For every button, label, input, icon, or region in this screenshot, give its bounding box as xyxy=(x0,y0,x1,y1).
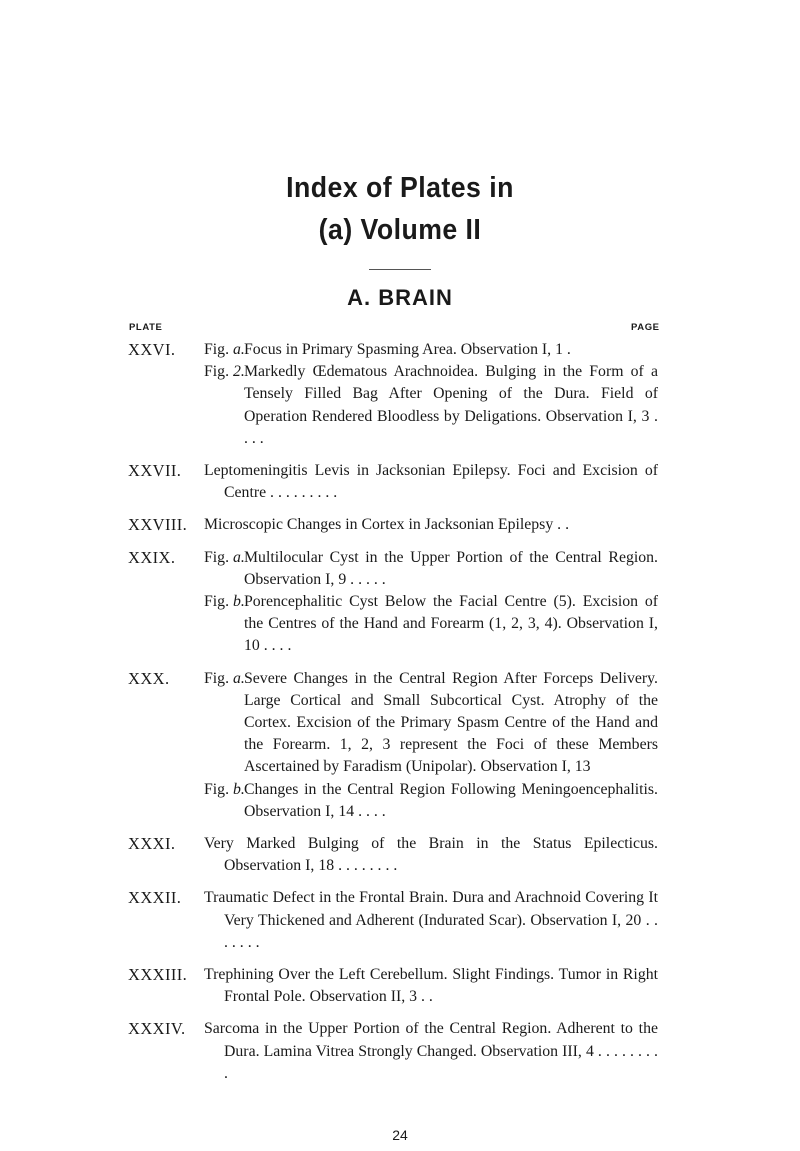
figure-description: Trephining Over the Left Cerebellum. Slight Findings. Tumor in Right Frontal Pole. Observation II, 3 . . xyxy=(204,966,658,1006)
figure-description-wrap xyxy=(204,833,658,877)
figure-entry xyxy=(204,460,658,504)
figure-description-wrap xyxy=(204,339,658,361)
figure-description-wrap xyxy=(204,591,658,658)
figure-description: Changes in the Central Region Following Meningoencephalitis. Observation I, 14 . . . . xyxy=(244,780,658,820)
index-title: Index of Plates in xyxy=(286,172,514,204)
figure-label xyxy=(204,339,245,361)
figure-description: Very Marked Bulging of the Brain in the Status Epilecticus. Observation I, 18 . . . . . . . . xyxy=(204,835,658,875)
figure-description-wrap xyxy=(204,964,658,1008)
figure-entry xyxy=(204,514,658,536)
page-number: 24 xyxy=(392,1127,408,1143)
figure-letter: 2. xyxy=(232,363,245,381)
volume-subtitle: (a) Volume II xyxy=(318,214,482,246)
plate-entry xyxy=(0,339,800,450)
plate-entry xyxy=(0,460,800,504)
figure-letter: a. xyxy=(232,548,245,566)
figure-description: Leptomeningitis Levis in Jacksonian Epilepsy. Foci and Excision of Centre . . . . . . . . . xyxy=(204,462,658,502)
plate-entry xyxy=(0,547,800,658)
figure-description-wrap xyxy=(204,668,658,779)
figure-description: Sarcoma in the Upper Portion of the Central Region. Adherent to the Dura. Lamina Vitrea Strongly Changed. Observation III, 4 . . . . . . . . . xyxy=(204,1020,658,1082)
figure-letter: b. xyxy=(232,593,245,611)
figure-label xyxy=(204,779,245,801)
figure-label xyxy=(204,591,245,613)
figure-entry xyxy=(204,591,658,658)
figure-description-wrap xyxy=(204,887,658,954)
plate-entry xyxy=(0,1018,800,1085)
figure-label xyxy=(204,361,245,383)
figure-description: Multilocular Cyst in the Upper Portion of the Central Region. Observation I, 9 . . . . . xyxy=(244,548,658,588)
plate-number: XXXI. xyxy=(128,834,176,854)
plate-number: XXXIII. xyxy=(128,965,188,985)
section-heading: A. BRAIN xyxy=(347,285,453,310)
figure-description: Focus in Primary Spasming Area. Observation I, 1 . xyxy=(244,341,571,358)
figure-description: Markedly Œdematous Arachnoidea. Bulging in the Form of a Tensely Filled Bag After Opening of the Dura. Field of Operation Rendered Bloodless by Deligations. Observation I, 3 . . . . xyxy=(244,363,658,447)
figure-entry xyxy=(204,668,658,779)
figure-prefix: Fig. xyxy=(204,669,230,687)
figure-entry xyxy=(204,361,658,450)
figure-prefix: Fig. xyxy=(204,363,230,381)
plate-entry xyxy=(0,964,800,1008)
figure-entry xyxy=(204,887,658,954)
plate-number: XXVII. xyxy=(128,461,182,481)
figure-description: Porencephalitic Cyst Below the Facial Centre (5). Excision of the Centres of the Hand and Forearm (1, 2, 3, 4). Observation I, 10 . . . . xyxy=(244,593,658,655)
figure-description-wrap xyxy=(204,361,658,450)
figure-prefix: Fig. xyxy=(204,548,230,566)
plate-column-header: PLATE xyxy=(129,322,163,333)
figure-prefix: Fig. xyxy=(204,341,230,358)
figure-description-wrap xyxy=(204,514,658,536)
page-column-header: PAGE xyxy=(631,322,660,333)
figure-entry xyxy=(204,547,658,591)
figure-description: Severe Changes in the Central Region After Forceps Delivery. Large Cortical and Small Subcortical Cyst. Atrophy of the Cortex. Excision of the Primary Spasm Centre of the Hand and the Forearm. 1, 2, 3 represent the Foci of these Members Ascertained by Faradism (Unipolar). Observation I, 13 xyxy=(244,669,658,776)
figure-description-wrap xyxy=(204,547,658,591)
title-divider xyxy=(369,269,431,270)
plate-entry xyxy=(0,514,800,536)
figure-entry xyxy=(204,339,658,361)
figure-prefix: Fig. xyxy=(204,780,230,798)
plate-number: XXIX. xyxy=(128,547,176,567)
figure-description-wrap xyxy=(204,1018,658,1085)
plate-index-list xyxy=(0,339,800,1085)
figure-description: Traumatic Defect in the Frontal Brain. Dura and Arachnoid Covering It Very Thickened and Adherent (Indurated Scar). Observation I, 20 . . . . . . . xyxy=(204,889,658,951)
plate-entry xyxy=(0,833,800,877)
figure-prefix: Fig. xyxy=(204,593,230,611)
figure-entry xyxy=(204,964,658,1008)
plate-number: XXXIV. xyxy=(128,1019,186,1039)
figure-label xyxy=(204,668,245,690)
figure-description: Microscopic Changes in Cortex in Jacksonian Epilepsy . . xyxy=(204,516,570,534)
plate-number: XXVIII. xyxy=(128,515,188,535)
plate-number: XXXII. xyxy=(128,888,182,908)
figure-label xyxy=(204,547,245,569)
plate-number: XXX. xyxy=(128,668,170,688)
figure-letter: a. xyxy=(232,669,245,687)
figure-description-wrap xyxy=(204,779,658,823)
figure-entry xyxy=(204,779,658,823)
figure-entry xyxy=(204,1018,658,1085)
plate-entry xyxy=(0,887,800,954)
figure-letter: b. xyxy=(232,780,245,798)
figure-letter: a. xyxy=(232,341,245,358)
plate-entry xyxy=(0,668,800,823)
figure-entry xyxy=(204,833,658,877)
figure-description-wrap xyxy=(204,460,658,504)
plate-number: XXVI. xyxy=(128,340,176,359)
